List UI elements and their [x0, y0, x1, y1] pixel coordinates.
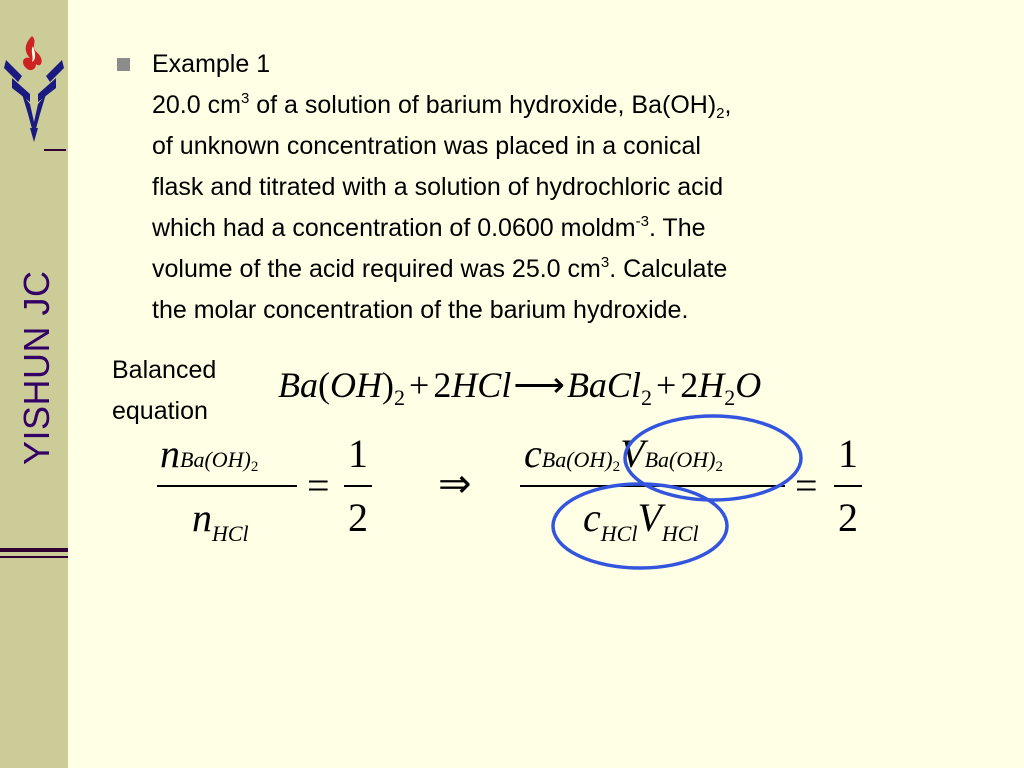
fraction-bar — [344, 485, 372, 487]
fraction-bar — [520, 485, 785, 487]
ratio-one: 1 — [348, 431, 368, 476]
ratio-two: 2 — [348, 495, 368, 540]
fraction-bar — [157, 485, 297, 487]
implies-arrow: ⇒ — [438, 461, 472, 506]
balanced-label-line-2: equation — [112, 397, 208, 425]
school-logo-icon — [0, 32, 68, 158]
problem-line-1: 20.0 $cm^3$ of a solution of barium hydroxide, $Ba(OH)_2$, — [152, 90, 732, 122]
equals-sign: = — [307, 463, 330, 508]
concentration-volume-denominator: $c_{HCl}V_{HCl}$ — [583, 495, 699, 546]
ratio-one-2: 1 — [838, 431, 858, 476]
problem-line-4: which had a concentration of 0.0600 moldm$^{-3}$. The — [152, 213, 706, 242]
concentration-volume-numerator: $cBa(OH)_2VBa(OH)_2$ — [524, 431, 723, 476]
problem-line-5: volume of the acid required was 25.0 $cm^3$. Calculate — [152, 254, 728, 283]
sidebar-divider-thick — [0, 548, 68, 552]
problem-line-6: the molar concentration of the barium hydroxide. — [152, 296, 689, 324]
sidebar-divider-thin — [0, 556, 68, 558]
equals-sign-2: = — [795, 463, 818, 508]
balanced-label-line-1: Balanced — [112, 356, 217, 384]
ratio-two-2: 2 — [838, 495, 858, 540]
mole-ratio-denominator: $n_{HCl}$ — [192, 495, 249, 546]
bullet-icon — [117, 58, 130, 71]
problem-line-2: of unknown concentration was placed in a conical — [152, 132, 701, 160]
sidebar-title: YISHUN JC — [16, 270, 57, 465]
problem-line-3: flask and titrated with a solution of hydrochloric acid — [152, 173, 724, 201]
mole-ratio-numerator: $nBa(OH)_2$ — [160, 431, 259, 476]
example-heading: Example 1 — [152, 50, 271, 78]
balanced-equation: $Ba(OH)_2$ + 2HCl⟶BaCl$_2$ + $2H_2O$ — [278, 365, 762, 410]
fraction-bar — [834, 485, 862, 487]
